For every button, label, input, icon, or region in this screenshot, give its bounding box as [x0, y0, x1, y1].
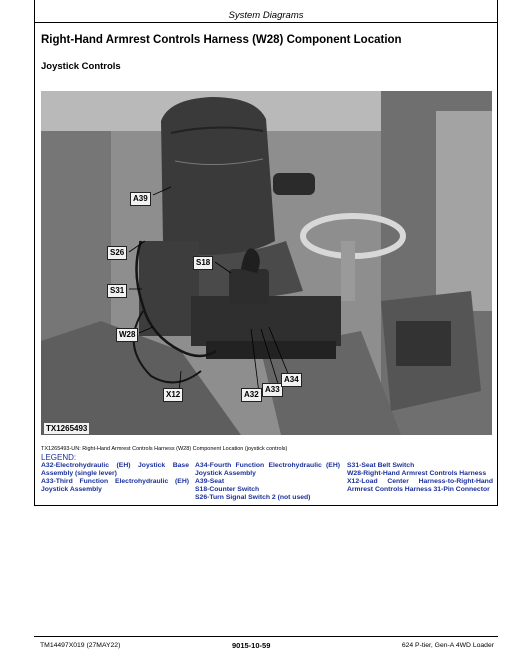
callout-a32: A32 — [241, 388, 262, 402]
callout-s18: S18 — [193, 256, 213, 270]
callout-a33: A33 — [262, 383, 283, 397]
footer-page-number: 9015-10-59 — [232, 641, 271, 650]
legend-item: X12-Load Center Harness-to-Right-Hand Armrest Controls Harness 31-Pin Connector — [347, 478, 493, 494]
footer-machine-model: 624 P-tier, Gen-A 4WD Loader — [401, 642, 494, 649]
footer-doc-id: TM14497X019 (27MAY22) — [40, 642, 121, 649]
callout-s31: S31 — [107, 284, 127, 298]
legend-item: A39-Seat — [195, 478, 225, 486]
header-rule — [34, 22, 498, 23]
component-location-figure — [41, 91, 492, 435]
section-subtitle: Joystick Controls — [41, 61, 121, 72]
legend-item: A33-Third Function Electrohydraulic (EH) Joystick Assembly — [41, 478, 189, 494]
legend-item: S31-Seat Belt Switch — [347, 462, 415, 469]
callout-x12: X12 — [163, 388, 183, 402]
footer-rule — [34, 636, 498, 637]
legend-item: W28-Right-Hand Armrest Controls Harness — [347, 470, 487, 478]
header-title: System Diagrams — [228, 10, 304, 21]
legend-item: S26-Turn Signal Switch 2 (not used) — [195, 494, 311, 502]
figure-id: TX1265493 — [46, 424, 88, 433]
callout-s26: S26 — [107, 246, 127, 260]
callout-w28: W28 — [116, 328, 138, 342]
legend-item: S18-Counter Switch — [195, 486, 260, 494]
legend-column-1 — [41, 462, 189, 494]
legend-item: A34-Fourth Function Electrohydraulic (EH) Joystick Assembly — [195, 462, 340, 478]
legend-item: A32-Electrohydraulic (EH) Joystick Base Assembly (single lever) — [41, 462, 189, 478]
callout-a39: A39 — [130, 192, 151, 206]
figure-caption: TX1265493-UN: Right-Hand Armrest Controls Harness (W28) Component Location (joystick controls) — [41, 446, 288, 452]
page-title: Right-Hand Armrest Controls Harness (W28) Component Location — [41, 34, 402, 46]
legend-column-3 — [347, 462, 493, 494]
legend-column-2 — [195, 462, 340, 502]
legend-title: LEGEND: — [41, 453, 77, 462]
callout-a34: A34 — [281, 373, 302, 387]
